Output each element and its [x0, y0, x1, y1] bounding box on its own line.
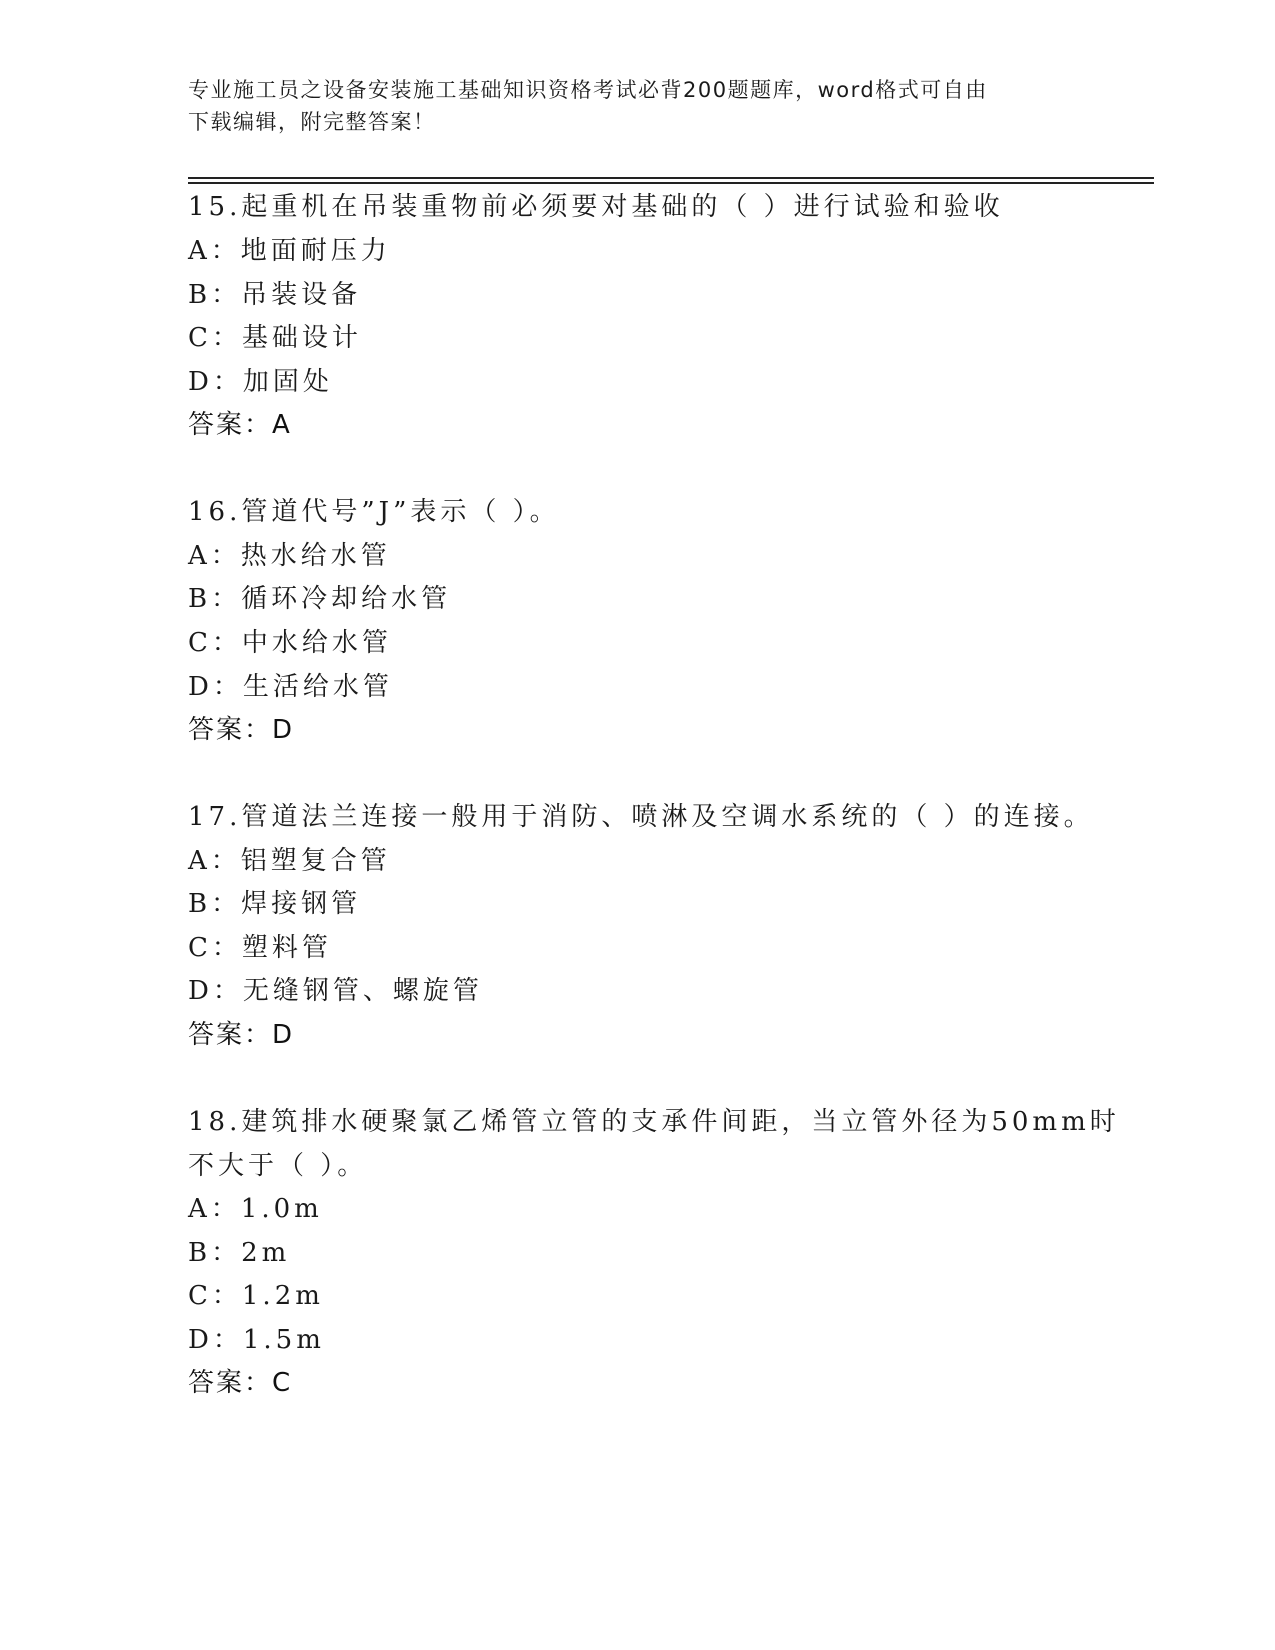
- header-divider-top: [188, 177, 1154, 179]
- option-d: D：无缝钢管、螺旋管: [188, 976, 483, 1006]
- question-stem-continued: 不大于（ ）。: [188, 1151, 368, 1181]
- answer: 答案：D: [188, 715, 295, 745]
- answer: 答案：C: [188, 1368, 293, 1398]
- question-stem: 18.建筑排水硬聚氯乙烯管立管的支承件间距，当立管外径为50mm时: [188, 1107, 1120, 1137]
- option-d: D：生活给水管: [188, 672, 393, 702]
- option-c: C：基础设计: [188, 323, 362, 353]
- option-d: D：1.5m: [188, 1325, 325, 1355]
- question-stem: 15.起重机在吊装重物前必须要对基础的（ ）进行试验和验收: [188, 192, 1004, 222]
- option-a: A：地面耐压力: [188, 236, 391, 266]
- option-a: A：铝塑复合管: [188, 846, 391, 876]
- option-c: C：塑料管: [188, 933, 332, 963]
- option-b: B：2m: [188, 1238, 291, 1268]
- header-divider-bottom: [188, 182, 1154, 184]
- question-stem: 16.管道代号”J”表示（ ）。: [188, 497, 560, 527]
- header-line-2: 下载编辑，附完整答案！: [188, 110, 436, 134]
- header-line-1: 专业施工员之设备安装施工基础知识资格考试必背200题题库，word格式可自由: [188, 78, 988, 102]
- option-d: D：加固处: [188, 367, 333, 397]
- option-a: A：热水给水管: [188, 541, 391, 571]
- answer: 答案：D: [188, 1020, 295, 1050]
- option-b: B：吊装设备: [188, 280, 362, 310]
- option-a: A：1.0m: [188, 1194, 323, 1224]
- question-stem: 17.管道法兰连接一般用于消防、喷淋及空调水系统的（ ）的连接。: [188, 802, 1094, 832]
- option-b: B：循环冷却给水管: [188, 584, 452, 614]
- answer: 答案：A: [188, 410, 292, 440]
- option-c: C：中水给水管: [188, 628, 392, 658]
- document-header: [188, 74, 1068, 138]
- option-c: C：1.2m: [188, 1281, 324, 1311]
- option-b: B：焊接钢管: [188, 889, 362, 919]
